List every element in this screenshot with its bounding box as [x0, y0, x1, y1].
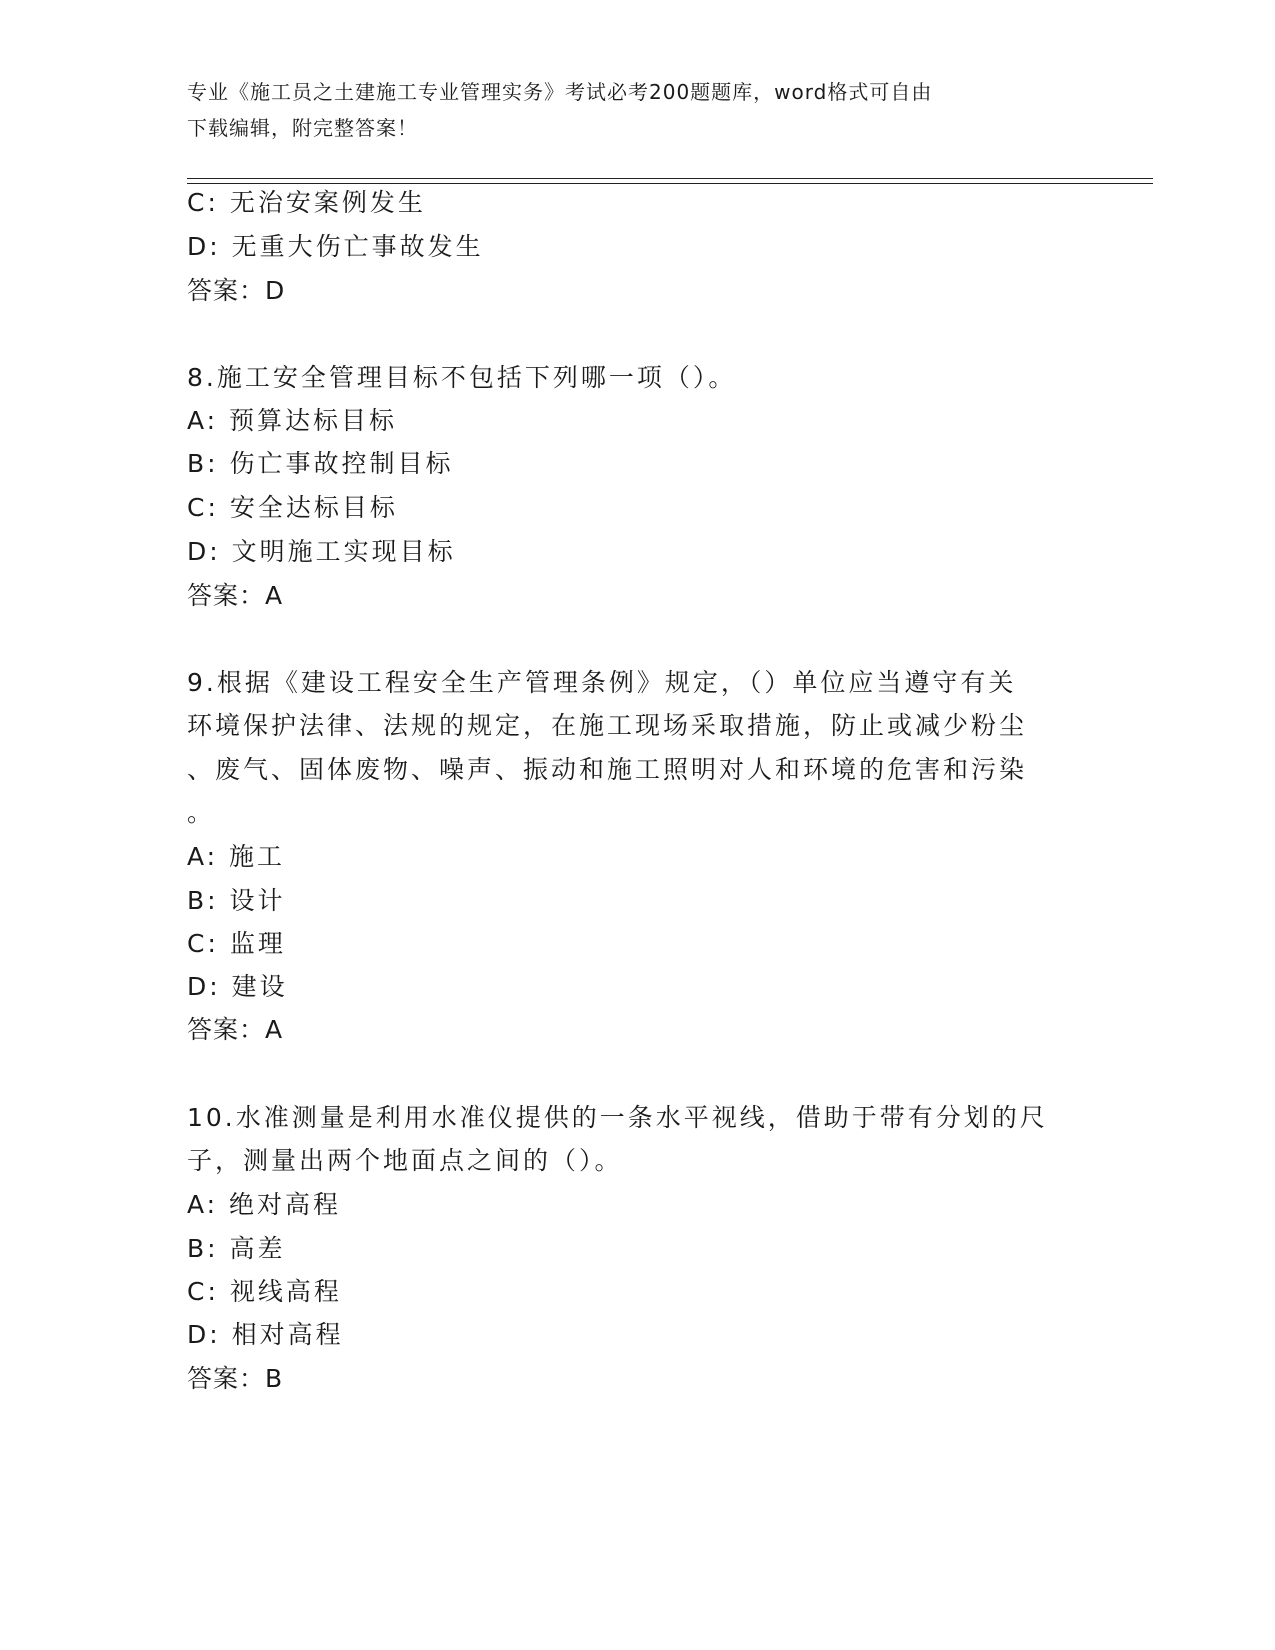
question-8-option-d: D: 文明施工实现目标	[187, 537, 456, 566]
question-9-text-line-1: 9.根据《建设工程安全生产管理条例》规定，（）单位应当遵守有关	[187, 668, 1017, 697]
answer-line: 答案：D	[187, 276, 286, 305]
question-8-option-c: C: 安全达标目标	[187, 493, 398, 522]
question-9-option-d: D: 建设	[187, 972, 288, 1001]
question-10-option-d: D: 相对高程	[187, 1320, 344, 1349]
question-9-text-line-3: 、废气、固体废物、噪声、振动和施工照明对人和环境的危害和污染	[187, 755, 1028, 784]
question-8-option-b: B: 伤亡事故控制目标	[187, 449, 454, 478]
header-divider-top	[187, 178, 1153, 179]
question-9-option-c: C: 监理	[187, 929, 286, 958]
question-10-option-c: C: 视线高程	[187, 1277, 342, 1306]
question-9-answer: 答案：A	[187, 1015, 284, 1044]
question-9-text-line-2: 环境保护法律、法规的规定，在施工现场采取措施，防止或减少粉尘	[187, 711, 1028, 740]
question-8-text: 8.施工安全管理目标不包括下列哪一项（）。	[187, 363, 737, 392]
option-d-line: D: 无重大伤亡事故发生	[187, 232, 484, 261]
question-10-answer: 答案：B	[187, 1364, 284, 1393]
header-line-2: 下载编辑，附完整答案！	[187, 116, 418, 140]
question-8-option-a: A: 预算达标目标	[187, 406, 398, 435]
question-10-text-line-1: 10.水准测量是利用水准仪提供的一条水平视线，借助于带有分划的尺	[187, 1103, 1048, 1132]
question-9-option-a: A: 施工	[187, 842, 286, 871]
question-8-answer: 答案：A	[187, 581, 284, 610]
question-9-option-b: B: 设计	[187, 886, 286, 915]
document-header	[187, 74, 1067, 146]
header-line-1: 专业《施工员之土建施工专业管理实务》考试必考200题题库，word格式可自由	[187, 80, 933, 104]
question-10-option-b: B: 高差	[187, 1234, 286, 1263]
question-10-option-a: A: 绝对高程	[187, 1190, 342, 1219]
question-9-text-line-4: 。	[187, 798, 216, 827]
question-10-text-line-2: 子，测量出两个地面点之间的（）。	[187, 1146, 623, 1175]
option-c-line: C: 无治安案例发生	[187, 188, 426, 217]
header-divider-bottom	[187, 183, 1153, 184]
